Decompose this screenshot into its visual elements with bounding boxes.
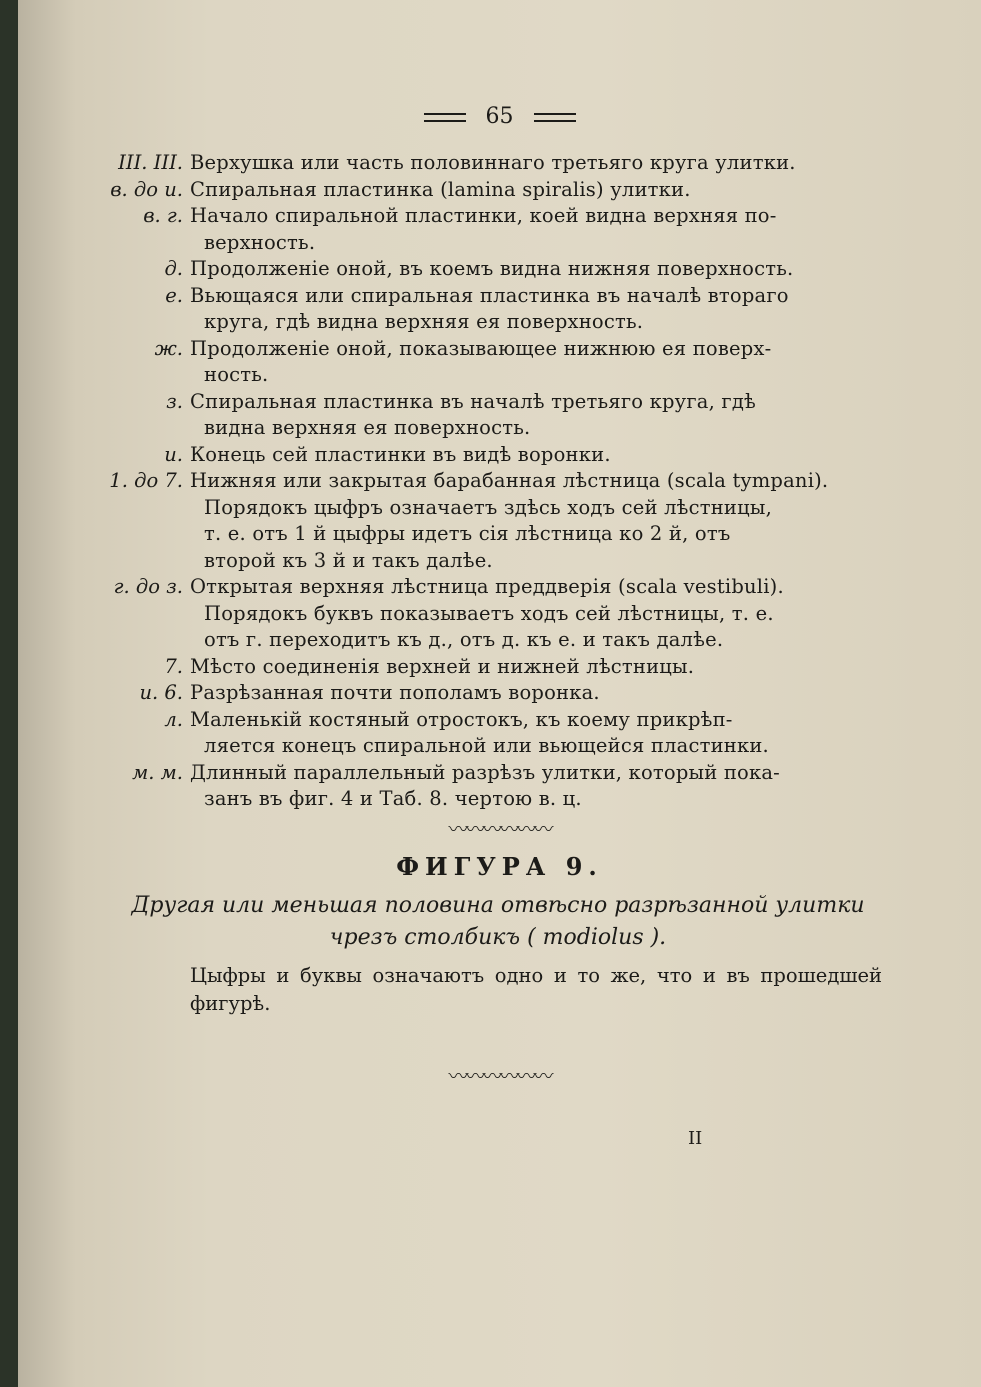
legend-text bbox=[190, 336, 880, 389]
legend-text-line: Длинный параллельный разрѣзъ улитки, который пока- bbox=[190, 760, 780, 784]
legend-entry bbox=[18, 203, 981, 256]
legend-entry bbox=[18, 336, 981, 389]
legend-label: III. III. bbox=[118, 151, 183, 174]
figure-subtitle bbox=[98, 890, 898, 954]
legend-text bbox=[190, 468, 880, 574]
legend-text-line: Верхушка или часть половиннаго третьяго круга улитки. bbox=[190, 151, 796, 174]
legend-label: л. bbox=[164, 707, 183, 731]
figure-description: Цыфры и буквы означаютъ одно и то же, что и въ прошедшей фигурѣ. bbox=[190, 964, 882, 1015]
legend-label: з. bbox=[166, 389, 183, 413]
legend-label: и. 6. bbox=[139, 681, 183, 704]
legend-text-line: ляется конецъ спиральной или вьющейся пластинки. bbox=[204, 734, 769, 757]
legend-entry bbox=[18, 760, 981, 813]
legend-text bbox=[190, 389, 880, 442]
legend-entry bbox=[18, 442, 981, 469]
legend-text-line: Разрѣзанная почти пополамъ воронка. bbox=[190, 681, 600, 704]
header-rule-left bbox=[424, 113, 466, 122]
legend-text bbox=[190, 203, 880, 256]
signature-mark: II bbox=[688, 1128, 703, 1149]
legend-label: д. bbox=[164, 257, 183, 280]
page-number: 65 bbox=[485, 104, 514, 129]
legend-text-line: Маленькій костяный отростокъ, къ коему прикрѣп- bbox=[190, 707, 733, 731]
legend-text-line: верхность. bbox=[204, 230, 316, 254]
legend-entry bbox=[18, 177, 981, 204]
legend-text-line: Мѣсто соединенія верхней и нижней лѣстницы. bbox=[190, 654, 695, 678]
legend-text bbox=[190, 256, 880, 283]
legend-text-line: Вьющаяся или спиральная пластинка въ началѣ втораго bbox=[190, 283, 789, 307]
legend-text-line: Порядокъ цыфръ означаетъ здѣсь ходъ сей лѣстницы, bbox=[204, 495, 772, 519]
legend-text bbox=[190, 442, 880, 469]
legend-text bbox=[190, 574, 880, 654]
legend-entries bbox=[18, 150, 981, 813]
legend-text-line: занъ въ фиг. 4 и Таб. 8. чертою в. ц. bbox=[204, 787, 582, 810]
legend-entry bbox=[18, 256, 981, 283]
legend-text-line: Начало спиральной пластинки, коей видна верхняя по- bbox=[190, 204, 777, 227]
figure-subtitle-line2: чрезъ столбикъ ( modiolus ). bbox=[329, 925, 667, 950]
legend-text-line: второй къ 3 й и такъ далѣе. bbox=[204, 548, 493, 572]
legend-label: и. bbox=[164, 442, 183, 466]
legend-label: в. до и. bbox=[110, 177, 183, 201]
legend-label: г. до з. bbox=[113, 575, 183, 598]
book-page bbox=[18, 0, 981, 1387]
legend-text-line: т. е. отъ 1 й цыфры идетъ сія лѣстница ко 2 й, отъ bbox=[204, 522, 731, 545]
legend-text-line: отъ г. переходитъ къ д., отъ д. къ е. и такъ далѣе. bbox=[204, 628, 724, 651]
legend-text-line: Спиральная пластинка (lamina spiralis) улитки. bbox=[190, 177, 691, 201]
legend-text-line: Продолженіе оной, въ коемъ видна нижняя поверхность. bbox=[190, 257, 794, 280]
ornament-divider-bottom: 〰〰〰〰〰〰 bbox=[448, 1064, 551, 1088]
legend-text bbox=[190, 707, 880, 760]
legend-text bbox=[190, 150, 880, 177]
legend-text-line: Спиральная пластинка въ началѣ третьяго круга, гдѣ bbox=[190, 389, 756, 413]
legend-entry bbox=[18, 574, 981, 654]
page-header bbox=[18, 104, 981, 129]
legend-entry bbox=[18, 707, 981, 760]
legend-text-line: Конець сей пластинки въ видѣ воронки. bbox=[190, 442, 611, 466]
legend-text-line: Порядокъ буквъ показываетъ ходъ сей лѣстницы, т. е. bbox=[204, 601, 774, 625]
legend-text-line: Нижняя или закрытая барабанная лѣстница (scala tympani). bbox=[190, 469, 829, 492]
figure-subtitle-line1: Другая или меньшая половина отвѣсно разрѣзанной улитки bbox=[131, 893, 865, 918]
legend-text bbox=[190, 654, 880, 681]
legend-text-line: ность. bbox=[204, 363, 269, 386]
legend-text-line: видна верхняя ея поверхность. bbox=[204, 416, 531, 439]
legend-text bbox=[190, 760, 880, 813]
legend-entry bbox=[18, 389, 981, 442]
legend-label: 7. bbox=[164, 654, 183, 678]
legend-text bbox=[190, 680, 880, 707]
legend-text bbox=[190, 177, 880, 204]
figure-title: ФИГУРА 9. bbox=[396, 852, 603, 881]
ornament-divider: 〰〰〰〰〰〰 bbox=[448, 817, 551, 841]
legend-text-line: Продолженіе оной, показывающее нижнюю ея поверх- bbox=[190, 336, 772, 360]
legend-text-line: круга, гдѣ видна верхняя ея поверхность. bbox=[204, 310, 644, 333]
legend-entry bbox=[18, 468, 981, 574]
legend-text bbox=[190, 283, 880, 336]
header-rule-right bbox=[534, 113, 576, 122]
legend-label: в. г. bbox=[143, 204, 183, 227]
legend-entry bbox=[18, 654, 981, 681]
legend-label: ж. bbox=[154, 336, 183, 360]
legend-entry bbox=[18, 150, 981, 177]
legend-entry bbox=[18, 680, 981, 707]
legend-label: е. bbox=[165, 283, 183, 307]
legend-label: м. м. bbox=[132, 760, 183, 784]
legend-text-line: Открытая верхняя лѣстница преддверія (scala vestibuli). bbox=[190, 575, 784, 598]
legend-entry bbox=[18, 283, 981, 336]
legend-label: 1. до 7. bbox=[109, 469, 183, 492]
